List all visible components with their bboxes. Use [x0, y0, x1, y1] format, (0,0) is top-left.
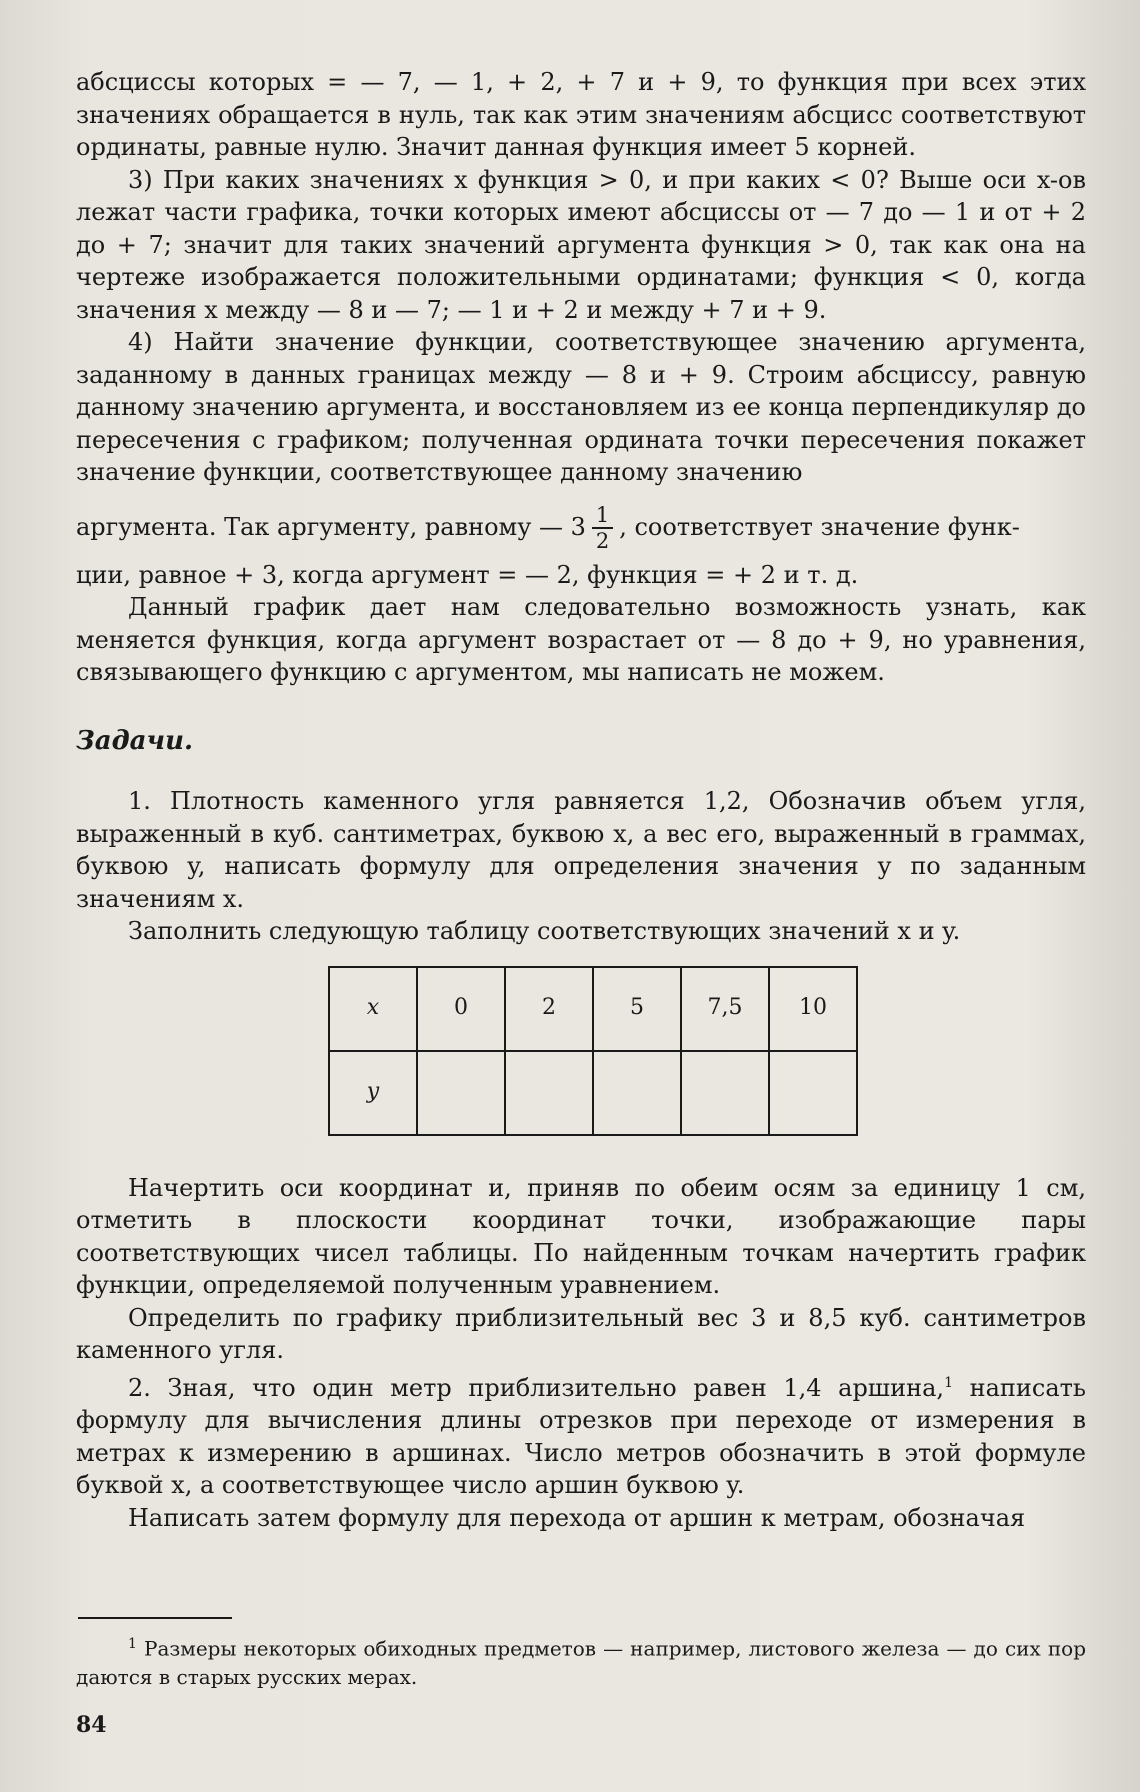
values-table: [328, 966, 858, 1136]
table-cell-y: [593, 1051, 681, 1135]
paragraph-sign: 3) При каких значениях x функция > 0, и при каких < 0? Выше оси x-ов лежат части графика, точки которых имеют абсциссы от — 7 до — 1 и от + 2 до + 7; значит для таких значений аргумента функция > 0, так как она на чертеже изображается положительными ординатами; функция < 0, когда значения x между — 8 и — 7; — 1 и + 2 и между + 7 и + 9.: [76, 165, 1086, 324]
values-table-wrap: [328, 966, 1086, 1136]
paragraph-conclusion: Данный график дает нам следовательно возможность узнать, как меняется функция, когда аргумент возрастает от — 8 до + 9, но уравнения, связывающего функцию с аргументом, мы написать не можем.: [76, 593, 1086, 686]
table-row-x: [329, 967, 857, 1051]
table-cell-y: [681, 1051, 769, 1135]
fraction-line-after: , соответствует значение функ-: [619, 513, 1020, 542]
task1-determine: Определить по графику приблизительный вес 3 и 8,5 куб. сантиметров каменного угля.: [76, 1303, 1086, 1364]
table-cell-x: 0: [417, 967, 505, 1051]
table-cell-x: 7,5: [681, 967, 769, 1051]
table-cell-y: [417, 1051, 505, 1135]
table-cell-x-label: x: [329, 967, 417, 1051]
task2-statement: [76, 1367, 1086, 1502]
fraction: [592, 503, 613, 553]
table-cell-y: [505, 1051, 593, 1135]
footnote-mark: 1: [128, 1636, 137, 1652]
table-cell-x: 2: [505, 967, 593, 1051]
footnote-text: Размеры некоторых обиходных предметов — например, листового железа — до сих пор даются в старых русских мерах.: [76, 1636, 1086, 1689]
section-heading: Задачи.: [76, 725, 194, 756]
table-row-y: [329, 1051, 857, 1135]
table-cell-x: 5: [593, 967, 681, 1051]
footnote: [76, 1630, 1086, 1691]
task2-text-before: 2. Зная, что один метр приблизительно равен 1,4 аршина,: [128, 1373, 945, 1402]
paragraph-value: 4) Найти значение функции, соответствующее значению аргумента, заданному в данных границах между — 8 и + 9. Строим абсциссу, равную данному значению аргумента, и восстановляем из ее конца перпендикуляр до пересечения с графиком; полученная ордината точки пересечения покажет значение функции, соответствующее данному значению: [76, 328, 1086, 486]
fraction-line: [76, 497, 1086, 559]
footnote-ref: 1: [944, 1374, 953, 1391]
task1-draw: Начертить оси координат и, приняв по обеим осям за единицу 1 см, отметить в плоскости координат точки, изображающие пары соответствующих чисел таблицы. По найденным точкам начертить график функции, определяемой полученным уравнением.: [76, 1173, 1086, 1299]
paragraph-roots: абсциссы которых = — 7, — 1, + 2, + 7 и + 9, то функция при всех этих значениях обращается в нуль, так как этим значениям абсцисс соответствуют ординаты, равные нулю. Значит данная функция имеет 5 корней.: [76, 68, 1086, 161]
table-cell-x: 10: [769, 967, 857, 1051]
footnote-divider: [78, 1617, 232, 1619]
table-cell-y: [769, 1051, 857, 1135]
fraction-numerator: 1: [592, 503, 613, 529]
paragraph-value-end: ции, равное + 3, когда аргумент = — 2, функция = + 2 и т. д.: [76, 560, 859, 589]
table-cell-y-label: y: [329, 1051, 417, 1135]
task2-text-after: написать формулу для вычисления длины отрезков при переходе от измерения в метрах к измерению в аршинах. Число метров обозначить в этой формуле буквой x, а соответствующее число аршин буквою y.: [76, 1373, 1086, 1499]
fraction-line-before: аргумента. Так аргументу, равному — 3: [76, 513, 586, 542]
task1-fill-table: Заполнить следующую таблицу соответствующих значений x и y.: [128, 917, 961, 945]
page-number: 84: [76, 1712, 107, 1738]
page-body: [76, 66, 1086, 1534]
task2-statement-2: Написать затем формулу для перехода от аршин к метрам, обозначая: [128, 1503, 1026, 1532]
task1-statement: 1. Плотность каменного угля равняется 1,2, Обозначив объем угля, выраженный в куб. сантиметрах, буквою x, а вес его, выраженный в граммах, буквою y, написать формулу для определения значения y по заданным значениям x.: [76, 787, 1086, 913]
fraction-denominator: 2: [595, 528, 610, 553]
